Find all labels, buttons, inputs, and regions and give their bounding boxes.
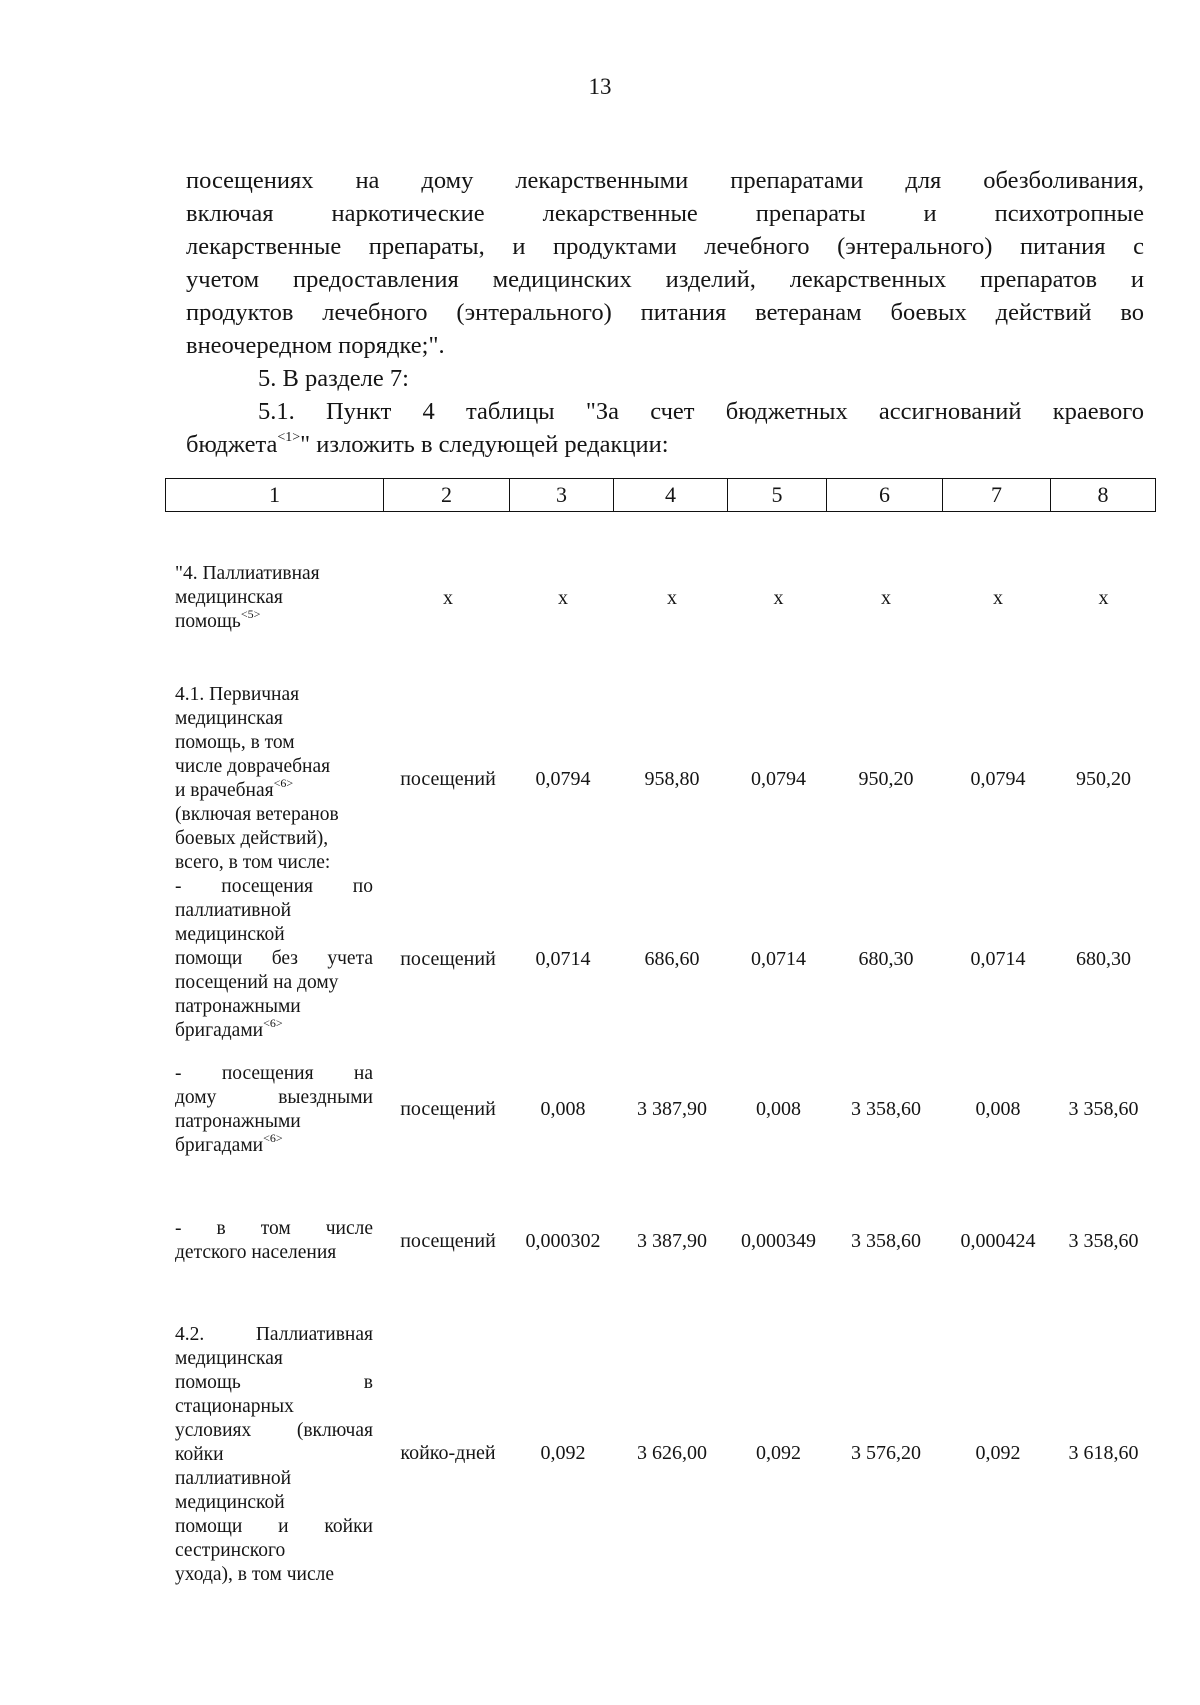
table-cell: 686,60 <box>644 948 700 970</box>
body-line: внеочередном порядке;". <box>186 332 445 359</box>
column-number: 8 <box>1051 479 1156 512</box>
row-label <box>175 1062 373 1158</box>
row-label-line <box>175 1131 373 1158</box>
row-label-line: 4.1. Первичная <box>175 684 300 705</box>
table-cell: 0,000302 <box>525 1230 601 1252</box>
table-cell: 0,000424 <box>960 1230 1036 1252</box>
table-cell: 0,0714 <box>535 948 591 970</box>
table-cell: x <box>881 587 891 609</box>
table-cell: 0,008 <box>756 1098 801 1120</box>
table-cell: 0,0794 <box>751 768 806 790</box>
item-line-continuation <box>186 428 1144 461</box>
footnote-ref: <5> <box>240 607 261 621</box>
row-label <box>175 1323 373 1587</box>
table-cell: 3 358,60 <box>1068 1230 1139 1252</box>
table-cell: 3 387,90 <box>637 1230 707 1252</box>
table-cell: 0,000349 <box>741 1230 816 1252</box>
body-line: посещениях на дому лекарственными препаратами для обезболивания, <box>186 167 1144 194</box>
column-number: 2 <box>384 479 510 512</box>
column-number: 4 <box>614 479 728 512</box>
page-number: 13 <box>588 74 612 99</box>
table-cell: посещений <box>400 768 496 790</box>
row-label-text: бригадами <box>175 1135 264 1156</box>
row-label-line: (включая ветеранов <box>175 804 339 825</box>
row-label-line: патронажными <box>175 1111 301 1132</box>
row-label-line: детского населения <box>175 1242 337 1263</box>
table-cell: 3 576,20 <box>851 1442 921 1464</box>
row-label <box>175 683 373 875</box>
table-cell: посещений <box>400 1230 496 1252</box>
row-label-line: медицинской <box>175 1492 285 1513</box>
table-cell: 0,092 <box>975 1442 1021 1464</box>
row-label-line: ухода), в том числе <box>175 1564 334 1585</box>
table-cell: x <box>667 587 677 609</box>
row-label <box>175 875 373 1043</box>
row-label-line: паллиативной <box>175 1468 292 1489</box>
row-label-text: помощь <box>175 611 241 632</box>
row-label-line: посещений на дому <box>175 972 339 993</box>
row-label-line: патронажными <box>175 996 301 1017</box>
table-cell: x <box>558 587 568 609</box>
row-label-line: помощь, в том <box>175 732 295 753</box>
row-label <box>175 562 373 634</box>
table-cell: посещений <box>400 1098 496 1120</box>
column-number: 5 <box>728 479 827 512</box>
body-line: учетом предоставления медицинских изделий, лекарственных препаратов и <box>186 266 1144 293</box>
table-cell: 0,008 <box>540 1098 586 1120</box>
row-label-line: - в том числе <box>175 1218 373 1239</box>
table-cell: 680,30 <box>858 948 914 970</box>
row-label-line: "4. Паллиативная <box>175 563 320 584</box>
footnote-ref: <6> <box>273 776 294 790</box>
row-label-line: сестринского <box>175 1540 286 1561</box>
footnote-ref: <1> <box>277 430 301 445</box>
table-cell: 0,0794 <box>535 768 591 790</box>
table-cell: 3 618,60 <box>1068 1442 1139 1464</box>
item-line-text: " изложить в следующей редакции: <box>300 431 669 458</box>
column-number-row <box>166 479 1156 512</box>
row-label-line: условиях (включая <box>175 1420 373 1441</box>
table-cell: 0,092 <box>756 1442 801 1464</box>
body-line: продуктов лечебного (энтерального) питания ветеранам боевых действий во <box>186 299 1144 326</box>
item-line-text: бюджета <box>186 431 278 458</box>
row-label-line: медицинская <box>175 708 283 729</box>
table-cell: x <box>773 587 784 609</box>
item-line: 5.1. Пункт 4 таблицы "За счет бюджетных ассигнований краевого <box>258 398 1144 425</box>
row-label-line <box>175 776 373 803</box>
table-cell: 3 387,90 <box>637 1098 707 1120</box>
row-label-line: боевых действий), <box>175 828 329 849</box>
row-label-line: помощи без учета <box>175 948 373 969</box>
column-number-table <box>165 478 1156 512</box>
table-cell: посещений <box>400 948 496 970</box>
table-cell: 0,092 <box>540 1442 586 1464</box>
footnote-ref: <6> <box>263 1016 283 1030</box>
table-cell: 3 358,60 <box>1068 1098 1139 1120</box>
table-cell: 950,20 <box>1076 768 1131 790</box>
row-label-line: помощи и койки <box>175 1516 373 1537</box>
column-number: 3 <box>510 479 614 512</box>
row-label-line: медицинская <box>175 1348 283 1369</box>
row-label-line: медицинской <box>175 924 285 945</box>
row-label-text: бригадами <box>175 1020 264 1041</box>
table-cell: 0,0714 <box>751 948 806 970</box>
body-line: включая наркотические лекарственные препараты и психотропные <box>186 200 1144 227</box>
row-label-line: - посещения по <box>175 876 373 897</box>
footnote-ref: <6> <box>263 1131 283 1145</box>
table-cell: 3 358,60 <box>851 1230 921 1252</box>
table-cell: 0,0794 <box>970 768 1026 790</box>
row-label-line: стационарных <box>175 1396 294 1417</box>
table-cell: койко-дней <box>400 1442 496 1464</box>
table-cell: x <box>1098 587 1109 609</box>
column-number: 7 <box>943 479 1051 512</box>
column-number: 1 <box>166 479 384 512</box>
row-label-line: - посещения на <box>175 1063 373 1084</box>
section-heading: 5. В разделе 7: <box>258 365 409 392</box>
row-label-line: 4.2. Паллиативная <box>175 1324 373 1345</box>
table-cell: 950,20 <box>858 768 914 790</box>
body-line: лекарственные препараты, и продуктами лечебного (энтерального) питания с <box>186 233 1144 260</box>
row-label-line: медицинская <box>175 587 283 608</box>
row-label <box>175 1217 373 1265</box>
row-label-line <box>175 1016 373 1043</box>
body-text <box>186 164 1144 461</box>
table-cell: 680,30 <box>1076 948 1131 970</box>
table-cell: 3 626,00 <box>637 1442 707 1464</box>
row-label-line: помощь в <box>175 1372 373 1393</box>
row-label-line: всего, в том числе: <box>175 852 331 873</box>
column-number: 6 <box>827 479 943 512</box>
row-label-line: дому выездными <box>175 1087 373 1108</box>
row-label-text: и врачебная <box>175 780 274 801</box>
row-label-line: паллиативной <box>175 900 292 921</box>
table-cell: 958,80 <box>644 768 700 790</box>
row-label-line: койки <box>175 1444 224 1465</box>
row-label-line <box>175 607 373 634</box>
table-cell: x <box>443 587 453 609</box>
table-cell: 3 358,60 <box>851 1098 921 1120</box>
table-cell: 0,008 <box>975 1098 1021 1120</box>
table-cell: x <box>993 587 1003 609</box>
table-cell: 0,0714 <box>970 948 1026 970</box>
row-label-line: числе доврачебная <box>175 756 331 777</box>
